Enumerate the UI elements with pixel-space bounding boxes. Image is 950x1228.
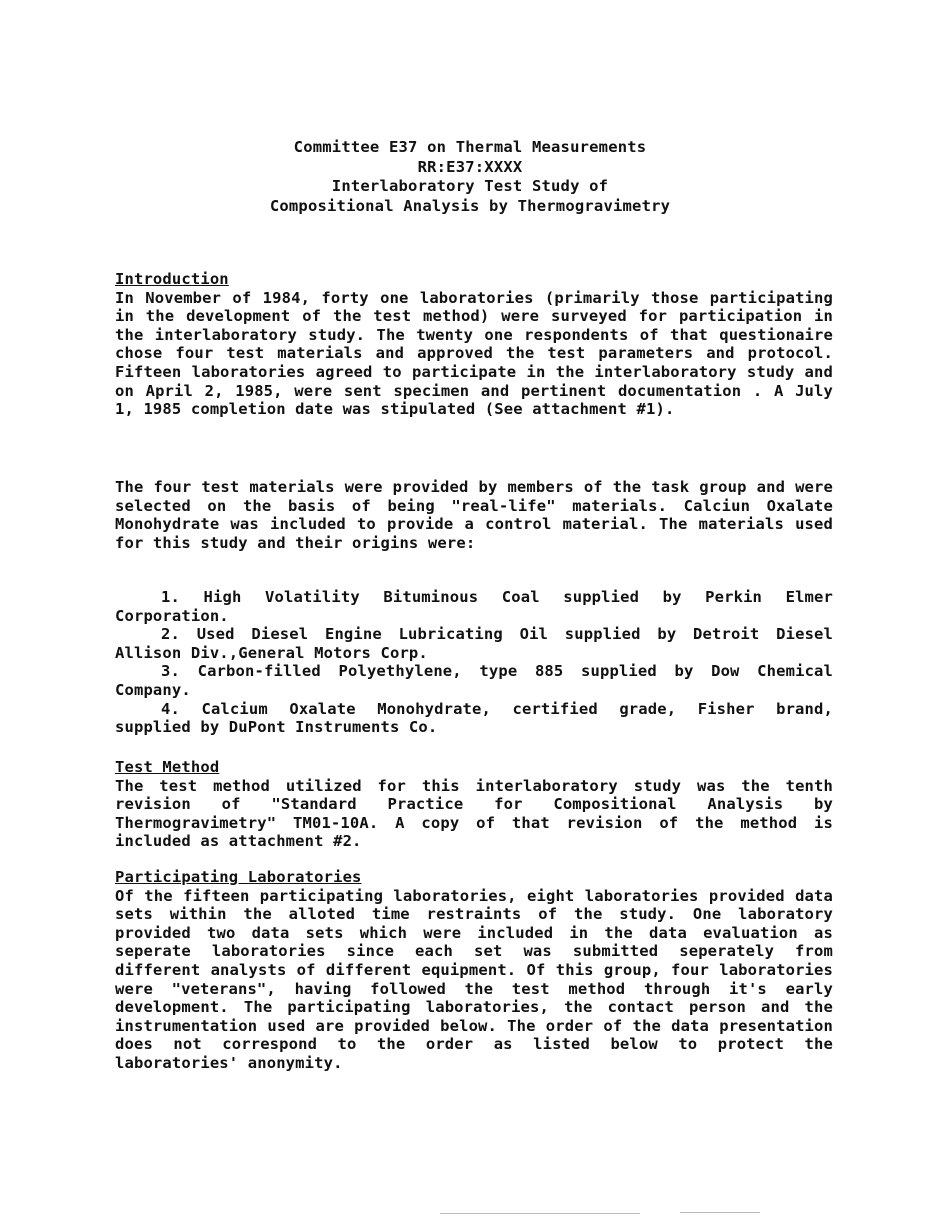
list-item-number: 1.	[161, 588, 180, 606]
list-item-text: Carbon-filled Polyethylene, type 885 supplied by Dow Chemical Company.	[115, 662, 834, 699]
materials-list	[115, 588, 833, 737]
list-item-text: High Volatility Bituminous Coal supplied by Perkin Elmer Corporation.	[115, 588, 834, 625]
document-header	[0, 138, 950, 216]
list-item	[115, 625, 833, 662]
list-item	[115, 700, 833, 737]
list-item-number: 3.	[161, 662, 180, 681]
study-title-line1: Interlaboratory Test Study of	[331, 177, 609, 195]
committee-title: Committee E37 on Thermal Measurements	[293, 138, 647, 156]
list-item-text: Used Diesel Engine Lubricating Oil supplied by Detroit Diesel Allison Div.,General Motors Corp.	[115, 625, 834, 662]
test-method-heading: Test Method	[115, 758, 220, 776]
test-method-section	[115, 758, 833, 851]
participating-laboratories-paragraph: Of the fifteen participating laboratories, eight laboratories provided data sets within the alloted time restraints of the study. One laboratory provided two data sets which were included in the data evaluation as seperate laboratories since each set was submitted seperately from different analysts of different equipment. Of this group, four laboratories were "veterans", having followed the test method through it's early development. The participating laboratories, the contact person and the instrumentation used are provided below. The order of the data presentation does not correspond to the order as listed below to protect the laboratories' anonymity.	[115, 886, 833, 1072]
scan-noise	[440, 1213, 640, 1214]
list-item	[115, 662, 833, 699]
report-number: RR:E37:XXXX	[417, 157, 523, 176]
participating-laboratories-heading: Participating Laboratories	[115, 868, 362, 886]
introduction-heading: Introduction	[115, 270, 229, 288]
scan-noise	[680, 1212, 760, 1213]
list-item-text: Calcium Oxalate Monohydrate, certified grade, Fisher brand, supplied by DuPont Instruments Co.	[115, 699, 833, 737]
list-item	[115, 588, 833, 625]
test-method-paragraph: The test method utilized for this interlaboratory study was the tenth revision of "Standard Practice for Compositional Analysis by Thermogravimetry" TM01-10A. A copy of that revision of the method is included as attachment #2.	[115, 776, 833, 851]
introduction-section	[115, 270, 833, 419]
participating-laboratories-section	[115, 868, 833, 1073]
study-title-line2: Compositional Analysis by Thermogravimetry	[269, 196, 671, 215]
introduction-paragraph-1: In November of 1984, forty one laboratories (primarily those participating in the development of the test method) were surveyed for participation in the interlaboratory study. The twenty one respondents of that questionaire chose four test materials and approved the test parameters and protocol. Fifteen laboratories agreed to participate in the interlaboratory study and on April 2, 1985, were sent specimen and pertinent documentation . A July 1, 1985 completion date was stipulated (See attachment #1).	[115, 288, 833, 419]
list-item-number: 4.	[161, 699, 180, 718]
materials-intro-section	[115, 478, 833, 552]
list-item-number: 2.	[161, 625, 180, 644]
introduction-paragraph-2: The four test materials were provided by members of the task group and were selected on the basis of being "real-life" materials. Calciun Oxalate Monohydrate was included to provide a control material. The materials used for this study and their origins were:	[115, 478, 833, 552]
